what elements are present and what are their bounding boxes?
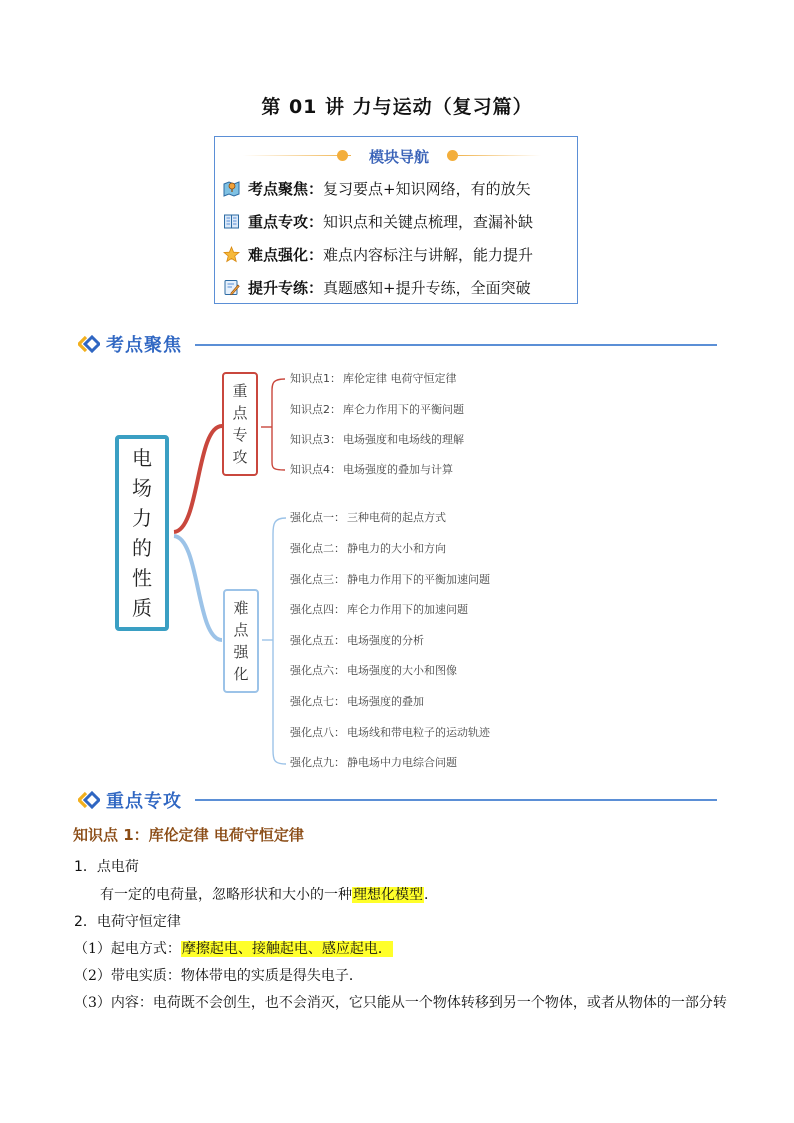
section-title: 考点聚焦 xyxy=(106,335,182,356)
mindmap-leaf xyxy=(290,602,468,618)
section-header-focus xyxy=(78,331,182,357)
dot-icon xyxy=(337,150,348,161)
vertical-char: 的 xyxy=(132,536,152,560)
leaf-text: 库伦定律 电荷守恒定律 xyxy=(343,372,457,385)
paragraph xyxy=(100,884,438,904)
leaf-label: 强化点六： xyxy=(290,664,345,677)
module-nav-header xyxy=(215,145,577,167)
vertical-char: 化 xyxy=(233,665,249,683)
leaf-text: 静电力的大小和方向 xyxy=(347,542,446,555)
leaf-label: 强化点四： xyxy=(290,603,345,616)
leaf-label: 强化点八： xyxy=(290,726,345,739)
leaf-label: 知识点1： xyxy=(290,372,341,385)
module-nav-box xyxy=(214,136,578,304)
paragraph-text: ． xyxy=(424,887,438,903)
list-item-text: （1）起电方式： xyxy=(74,941,181,957)
leaf-label: 知识点3： xyxy=(290,433,341,446)
map-icon xyxy=(223,180,240,197)
divider xyxy=(455,155,541,156)
vertical-char: 强 xyxy=(233,643,249,661)
nav-item-text: 知识点和关键点梳理，查漏补缺 xyxy=(323,212,534,231)
leaf-text: 库仑力作用下的平衡问题 xyxy=(343,403,464,416)
vertical-char: 重 xyxy=(232,382,248,400)
nav-item-label: 难点强化： xyxy=(248,245,324,264)
list-item xyxy=(74,938,393,958)
vertical-char: 攻 xyxy=(232,448,248,466)
branch-label xyxy=(233,597,248,685)
leaf-text: 静电力作用下的平衡加速问题 xyxy=(347,573,490,586)
leaf-text: 静电场中力电综合问题 xyxy=(347,756,457,769)
book-icon xyxy=(223,213,240,230)
nav-item-text: 难点内容标注与讲解，能力提升 xyxy=(323,245,534,264)
leaf-text: 电场强度和电场线的理解 xyxy=(343,433,464,446)
vertical-char: 力 xyxy=(132,506,152,530)
vertical-char: 点 xyxy=(233,621,249,639)
vertical-char: 场 xyxy=(132,476,152,500)
leaf-label: 知识点2： xyxy=(290,403,341,416)
nav-item xyxy=(223,242,533,266)
mindmap-branch-hard xyxy=(223,589,259,693)
leaf-text: 三种电荷的起点方式 xyxy=(347,511,446,524)
mindmap-leaf xyxy=(290,541,446,557)
vertical-char: 电 xyxy=(132,446,152,470)
heading-conservation: 2．电荷守恒定律 xyxy=(74,914,181,930)
leaf-label: 强化点七： xyxy=(290,695,345,708)
leaf-label: 知识点4： xyxy=(290,463,341,476)
divider xyxy=(243,155,351,156)
leaf-text: 电场线和带电粒子的运动轨迹 xyxy=(347,726,490,739)
vertical-char: 性 xyxy=(132,566,152,590)
leaf-text: 库仑力作用下的加速问题 xyxy=(347,603,468,616)
module-nav-title: 模块导航 xyxy=(368,148,429,166)
leaf-label: 强化点三： xyxy=(290,573,345,586)
list-item: （2）带电实质：物体带电的实质是得失电子． xyxy=(74,968,363,984)
mindmap-leaf xyxy=(290,694,424,710)
paragraph-text: 有一定的电荷量，忽略形状和大小的一种 xyxy=(100,887,352,903)
vertical-char: 质 xyxy=(132,596,152,620)
leaf-label: 强化点九： xyxy=(290,756,345,769)
vertical-char: 点 xyxy=(232,404,248,422)
mindmap-leaf xyxy=(290,725,490,741)
mindmap-leaf xyxy=(290,572,490,588)
highlight: 摩擦起电、接触起电、感应起电． xyxy=(181,941,392,957)
nav-item-text: 真题感知+提升专练，全面突破 xyxy=(323,278,531,297)
leaf-text: 电场强度的分析 xyxy=(347,634,424,647)
chevron-icon xyxy=(78,335,100,353)
section-title: 重点专攻 xyxy=(106,791,182,812)
mindmap-leaf xyxy=(290,510,446,526)
nav-item xyxy=(223,176,531,200)
section-rule xyxy=(195,799,717,801)
star-icon xyxy=(223,246,240,263)
section-header-key xyxy=(78,787,182,813)
nav-item-label: 提升专练： xyxy=(248,278,324,297)
section-rule xyxy=(195,344,717,346)
highlight: 理想化模型 xyxy=(353,887,423,903)
leaf-label: 强化点一： xyxy=(290,511,345,524)
chevron-icon xyxy=(78,791,100,809)
mindmap-leaf xyxy=(290,432,464,448)
nav-item-label: 重点专攻： xyxy=(248,212,324,231)
branch-label xyxy=(232,380,247,468)
mindmap-root xyxy=(115,435,169,631)
leaf-label: 强化点二： xyxy=(290,542,345,555)
mindmap-root-label xyxy=(132,443,152,623)
leaf-text: 电场强度的叠加 xyxy=(347,695,424,708)
leaf-label: 强化点五： xyxy=(290,634,345,647)
mindmap-leaf xyxy=(290,402,464,418)
nav-item xyxy=(223,209,533,233)
list-item: （3）内容：电荷既不会创生，也不会消灭，它只能从一个物体转移到另一个物体，或者从物体的一部分转 xyxy=(74,995,727,1011)
mindmap-leaf xyxy=(290,633,424,649)
mindmap-leaf xyxy=(290,663,457,679)
page-title: 第 01 讲 力与运动（复习篇） xyxy=(261,96,533,118)
vertical-char: 专 xyxy=(232,426,248,444)
mindmap-leaf xyxy=(290,462,453,478)
mindmap-leaf xyxy=(290,371,457,387)
leaf-text: 电场强度的大小和图像 xyxy=(347,664,457,677)
nav-item-label: 考点聚焦： xyxy=(248,179,324,198)
heading-point-charge: 1．点电荷 xyxy=(74,859,139,875)
mindmap-branch-key xyxy=(222,372,258,476)
edit-icon xyxy=(223,279,240,296)
mindmap-leaf xyxy=(290,755,457,771)
nav-item xyxy=(223,275,531,299)
nav-item-text: 复习要点+知识网络，有的放矢 xyxy=(323,179,531,198)
leaf-text: 电场强度的叠加与计算 xyxy=(343,463,453,476)
knowledge-point-title: 知识点 1：库伦定律 电荷守恒定律 xyxy=(73,826,304,844)
vertical-char: 难 xyxy=(233,599,249,617)
